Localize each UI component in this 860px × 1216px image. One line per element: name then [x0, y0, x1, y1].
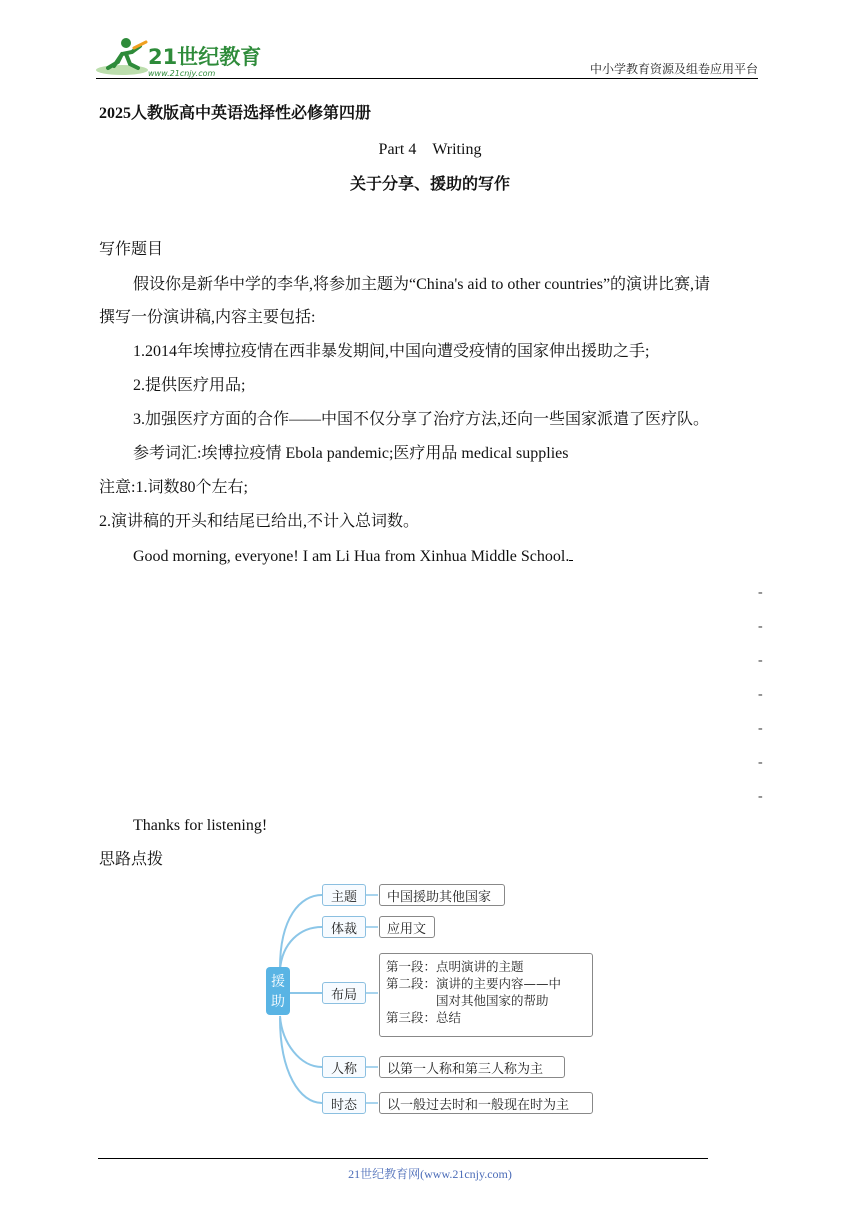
header-divider	[96, 78, 758, 79]
speech-closing: Thanks for listening!	[133, 817, 268, 834]
mindmap-branch-genre: 体裁	[322, 916, 366, 938]
note-2: 2.演讲稿的开头和结尾已给出,不计入总词数。	[99, 513, 420, 530]
platform-name: 中小学教育资源及组卷应用平台	[589, 62, 758, 76]
part-title: Part 4 Writing	[378, 141, 482, 158]
section-task-heading: 写作题目	[99, 241, 164, 258]
blank-line-marker: -	[758, 721, 763, 736]
logo-text: 21世纪教育	[148, 45, 262, 69]
mindmap-detail-tense: 以一般过去时和一般现在时为主	[379, 1092, 593, 1114]
mindmap-branch-theme: 主题	[322, 884, 366, 906]
footer-divider	[98, 1158, 708, 1159]
requirement-3: 3.加强医疗方面的合作——中国不仅分享了治疗方法,还向一些国家派遣了医疗队。	[133, 411, 710, 428]
note-1: 注意:1.词数80个左右;	[99, 479, 248, 496]
blank-line-marker: -	[758, 755, 763, 770]
blank-line-marker: -	[758, 619, 763, 634]
requirement-1: 1.2014年埃博拉疫情在西非暴发期间,中国向遭受疫情的国家伸出援助之手;	[133, 343, 650, 360]
blank-line-marker: -	[758, 585, 763, 600]
mindmap-detail-person: 以第一人称和第三人称为主	[379, 1056, 565, 1078]
logo-url: www.21cnjy.com	[148, 69, 216, 78]
mindmap-branch-tense: 时态	[322, 1092, 366, 1114]
footer-site-text: 21世纪教育网(www.21cnjy.com)	[348, 1167, 512, 1181]
mindmap-root-aid: 援 助	[266, 967, 290, 1015]
section-hint-heading: 思路点拨	[99, 851, 164, 868]
reference-vocab: 参考词汇:埃博拉疫情 Ebola pandemic;医疗用品 medical supplies	[133, 445, 569, 462]
mindmap-detail-genre: 应用文	[379, 916, 435, 938]
blank-line-marker: -	[758, 687, 763, 702]
site-logo	[92, 34, 262, 80]
mindmap-detail-layout: 第一段：点明演讲的主题 第二段：演讲的主要内容——中 国对其他国家的帮助 第三段：总结	[379, 953, 593, 1037]
mindmap-branch-layout: 布局	[322, 982, 366, 1004]
mindmap-detail-theme: 中国援助其他国家	[379, 884, 505, 906]
mindmap-branch-person: 人称	[322, 1056, 366, 1078]
blank-line-marker: -	[758, 653, 763, 668]
prompt-line-1: 假设你是新华中学的李华,将参加主题为“China's aid to other countries”的演讲比赛,请	[133, 276, 711, 293]
prompt-line-2: 撰写一份演讲稿,内容主要包括:	[99, 309, 316, 326]
requirement-2: 2.提供医疗用品;	[133, 377, 246, 394]
topic-title: 关于分享、援助的写作	[349, 176, 510, 193]
book-title: 2025人教版高中英语选择性必修第四册	[99, 105, 372, 122]
speech-opening: Good morning, everyone! I am Li Hua from Xinhua Middle School.	[133, 546, 573, 567]
blank-line-marker: -	[758, 789, 763, 804]
